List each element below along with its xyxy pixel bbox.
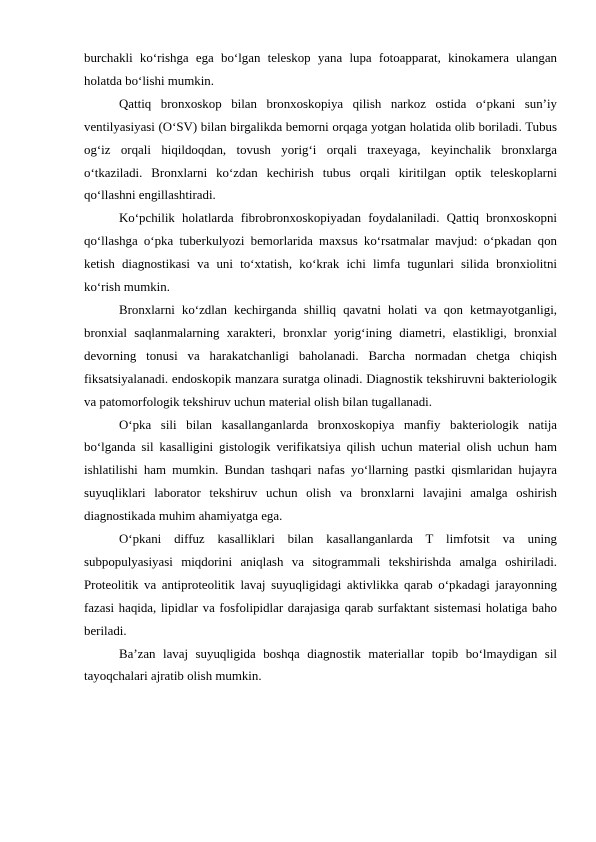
paragraph-lavage-analysis: O‘pkani diffuz kasalliklari bilan kasallanganlarda T limfotsit va uning subpopulyasiyasi miqdorini aniqlash va sitogrammali tekshirishda amalga oshiriladi. Proteolitik va antiproteolitik lavaj suyuqligidagi aktivlikka qarab o‘pkadagi jarayonning fazasi haqida, lipidlar va fosfolipidlar darajasiga qarab surfaktant sistemasi holatiga baho beriladi. (84, 532, 557, 638)
paragraph-fibrobronchoscopy: Ko‘pchilik holatlarda fibrobronxoskopiyadan foydalaniladi. Qattiq bronxoskopni qo‘llashga o‘pka tuberkulyozi bemorlarida maxsus ko‘rsatmalar mavjud: o‘pkadan qon ketish diagnostikasi va uni to‘xtatish, ko‘krak ichi limfa tugunlari silida bronxiolitni ko‘rish mumkin. (84, 211, 557, 295)
paragraph-lavage-mycobacteria: Ba’zan lavaj suyuqligida boshqa diagnostik materiallar topib bo‘lmaydigan sil tayoqchalari ajratib olish mumkin. (84, 646, 557, 684)
document-page (84, 47, 557, 688)
paragraph-bronchial-examination: Bronxlarni ko‘zdlan kechirganda shilliq qavatni holati va qon ketmayotganligi, bronxial saqlanmalarning xarakteri, bronxlar yorig‘ining diametri, elastikligi, bronxial devorning tonusi va harakatchanligi baholanadi. Barcha normadan chetga chiqish fiksatsiyalanadi. endoskopik manzara suratga olinadi. Diagnostik tekshiruvni bakteriologik va patomorfologik tekshiruv uchun material olish bilan tugallanadi. (84, 302, 557, 409)
paragraph-continuation: burchakli ko‘rishga ega bo‘lgan teleskop yana lupa fotoapparat, kinokamera ulangan holatda bo‘lishi mumkin. (84, 51, 557, 88)
paragraph-rigid-bronchoscopy: Qattiq bronxoskop bilan bronxoskopiya qilish narkoz ostida o‘pkani sun’iy ventilyasiyasi (O‘SV) bilan birgalikda bemorni orqaga yotgan holatida olib boriladi. Tubus og‘iz orqali hiqildoqdan, tovush yorig‘i orqali traxeyaga, keyinchalik bronxlarga o‘tkaziladi. Bronxlarni ko‘zdan kechirish tubus orqali kiritilgan optik teleskoplarni qo‘llashni engillashtiradi. (84, 96, 557, 203)
paragraph-histologic-verification: O‘pka sili bilan kasallanganlarda bronxoskopiya manfiy bakteriologik natija bo‘lganda sil kasalligini gistologik verifikatsiya qilish uchun material olish uchun ham ishlatilishi ham mumkin. Bundan tashqari nafas yo‘llarning pastki qismlaridan hujayra suyuqliklari laborator tekshiruv uchun olish va bronxlarni lavajini amalga oshirish diagnostikada muhim ahamiyatga ega. (84, 417, 557, 524)
